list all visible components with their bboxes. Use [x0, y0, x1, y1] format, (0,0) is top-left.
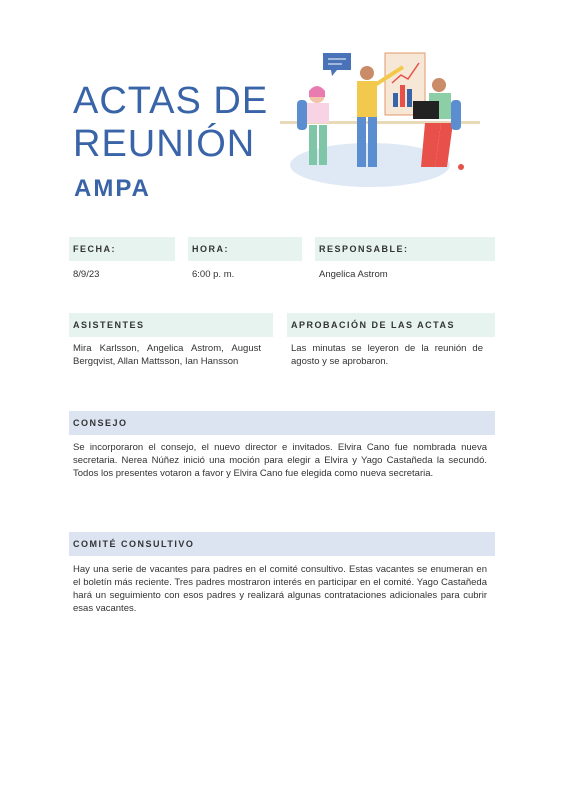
fecha-label: FECHA:: [69, 237, 175, 261]
document-subtitle: AMPA: [74, 175, 151, 202]
aprobacion-text: Las minutas se leyeron de la reunión de agosto y se aprobaron.: [291, 343, 483, 367]
asistentes-label: ASISTENTES: [69, 313, 273, 337]
responsable-value: Angelica Astrom: [319, 269, 388, 280]
aprobacion-label: APROBACIÓN DE LAS ACTAS: [287, 313, 495, 337]
responsable-label: RESPONSABLE:: [315, 237, 495, 261]
meeting-illustration: [275, 45, 485, 195]
document-title: [73, 80, 268, 166]
fecha-value: 8/9/23: [73, 269, 100, 280]
title-line-2: REUNIÓN: [73, 123, 256, 165]
hora-label: HORA:: [188, 237, 302, 261]
title-line-1: ACTAS DE: [73, 80, 269, 122]
comite-label: COMITÉ CONSULTIVO: [69, 532, 495, 556]
hora-value: 6:00 p. m.: [192, 269, 235, 280]
asistentes-text: Mira Karlsson, Angelica Astrom, August Bergqvist, Allan Mattsson, Ian Hansson: [73, 343, 261, 367]
consejo-text: Se incorporaron el consejo, el nuevo director e invitados. Elvira Cano fue nombrada nueva secretaria. Nerea Núñez inició una moción para elegir a Elvira y Yago Castañeda la secundó. Todos los presentes votaron a favor y Elvira Cano fue elegida como nueva secretaria.: [73, 442, 487, 479]
comite-text: Hay una serie de vacantes para padres en el comité consultivo. Estas vacantes se enumeran en el boletín más reciente. Tres padres mostraron interés en participar en el comité. Yago Castañeda hará un seguimiento con esos padres y realizará algunas contrataciones adicionales para cubrir esas vacantes.: [73, 564, 487, 614]
consejo-label: CONSEJO: [69, 411, 495, 435]
